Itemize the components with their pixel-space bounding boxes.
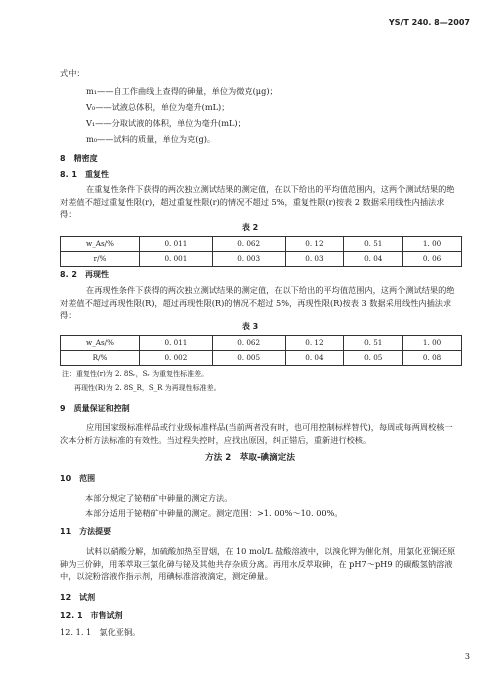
section-9-title: 9 质量保证和控制 (60, 404, 130, 413)
section-9-paragraph: 应用国家级标准样品或行业级标准样品(当前两者没有时，也可用控制标样替代)，每周或每两周校核一次本分析方法标准的有效性。当过程失控时，应找出原因，纠正错后，重新进行校核。 (60, 422, 453, 445)
note-repeatability: 注：重复性(r)为 2. 8Sᵣ，Sᵣ 为重复性标准差。 (62, 370, 209, 378)
table-cell: 0. 002 (140, 351, 213, 366)
table-cell: 0. 51 (344, 237, 403, 252)
table-cell: w_As/% (61, 237, 140, 252)
section-8-title: 8 精密度 (60, 154, 98, 163)
table-cell: 0. 08 (403, 351, 462, 366)
table-cell: 0. 062 (212, 336, 285, 351)
table-cell: 0. 03 (285, 252, 344, 267)
table-cell: r/% (61, 252, 140, 267)
var-m0: m₀——试料的质量，单位为克(g)。 (86, 134, 216, 144)
section-8-1-paragraph: 在重复性条件下获得的两次独立测试结果的测定值，在以下给出的平均值范围内，这两个测试结果的绝对差值不超过重复性限(r)，超过重复性限(r)的情况不超过 5%，重复性限(r)按表 2 数据采用线性内插法求得： (60, 184, 455, 220)
section-11-title: 11 方法提要 (60, 527, 112, 536)
section-10-title: 10 范围 (60, 474, 96, 483)
section-10-line-1: 本部分规定了铋精矿中砷量的测定方法。 (85, 493, 233, 503)
table-cell: R/% (61, 351, 140, 366)
section-11-paragraph: 试料以硝酸分解，加硫酸加热至冒烟，在 10 mol/L 盐酸溶液中，以溴化钾为催化剂，用氯化亚铜还原砷为三价砷，用苯萃取三氯化砷与铋及其他共存杂质分离。再用水反萃取砷，在 pH7～pH9 的碳酸氢钠溶液中，以淀粉溶液作指示剂，用碘标准溶液滴定，测定砷量。 (60, 546, 456, 582)
table-cell: 0. 005 (212, 351, 285, 366)
section-8-2-title: 8. 2 再现性 (60, 270, 109, 279)
table-cell: 0. 001 (140, 252, 213, 267)
table-cell: 0. 04 (344, 252, 403, 267)
table-cell: 0. 062 (212, 237, 285, 252)
section-10-line-2: 本部分适用于铋精矿中砷量的测定。测定范围：>1. 00%～10. 00%。 (85, 508, 343, 518)
table-cell: w_As/% (61, 336, 140, 351)
table-2 (60, 236, 462, 267)
table-cell: 0. 51 (344, 336, 403, 351)
var-m1: m₁——自工作曲线上查得的砷量，单位为微克(μg)； (86, 86, 278, 96)
table-cell: 0. 011 (140, 237, 213, 252)
section-12-title: 12 试剂 (60, 593, 96, 602)
table-row (61, 351, 462, 366)
table-cell: 1. 00 (403, 237, 462, 252)
table-3 (60, 335, 462, 366)
section-8-1-title: 8. 1 重复性 (60, 170, 109, 179)
section-12-1-1: 12. 1. 1 氯化亚铜。 (60, 627, 141, 637)
method-2-title: 方法 2 萃取-碘滴定法 (205, 453, 295, 463)
formula-vars-intro: 式中： (60, 68, 85, 78)
page-number: 3 (464, 652, 470, 661)
table-cell: 0. 12 (285, 237, 344, 252)
table-cell: 1. 00 (403, 336, 462, 351)
table-cell: 0. 12 (285, 336, 344, 351)
var-v1: V₁——分取试液的体积，单位为毫升(mL)； (86, 118, 246, 128)
table-row (61, 252, 462, 267)
section-8-2-paragraph: 在再现性条件下获得的两次独立测试结果的测定值，在以下给出的平均值范围内，这两个测试结果的绝对差值不超过再现性限(R)，超过再现性限(R)的情况不超过 5%，再现性限(R)按表 3 数据采用线性内插法求得： (60, 285, 455, 321)
table-3-caption: 表 3 (241, 322, 259, 331)
table-row (61, 237, 462, 252)
table-cell: 0. 011 (140, 336, 213, 351)
var-v0: V₀——试液总体积，单位为毫升(mL)； (86, 102, 230, 112)
table-cell: 0. 05 (344, 351, 403, 366)
table-cell: 0. 06 (403, 252, 462, 267)
section-12-1-title: 12. 1 市售试剂 (60, 611, 123, 620)
table-row (61, 336, 462, 351)
table-cell: 0. 04 (285, 351, 344, 366)
document-code: YS/T 240. 8—2007 (388, 18, 470, 27)
note-reproducibility: 再现性(R)为 2. 8S_R，S_R 为再现性标准差。 (74, 384, 221, 392)
table-cell: 0. 003 (212, 252, 285, 267)
table-2-caption: 表 2 (241, 223, 259, 232)
